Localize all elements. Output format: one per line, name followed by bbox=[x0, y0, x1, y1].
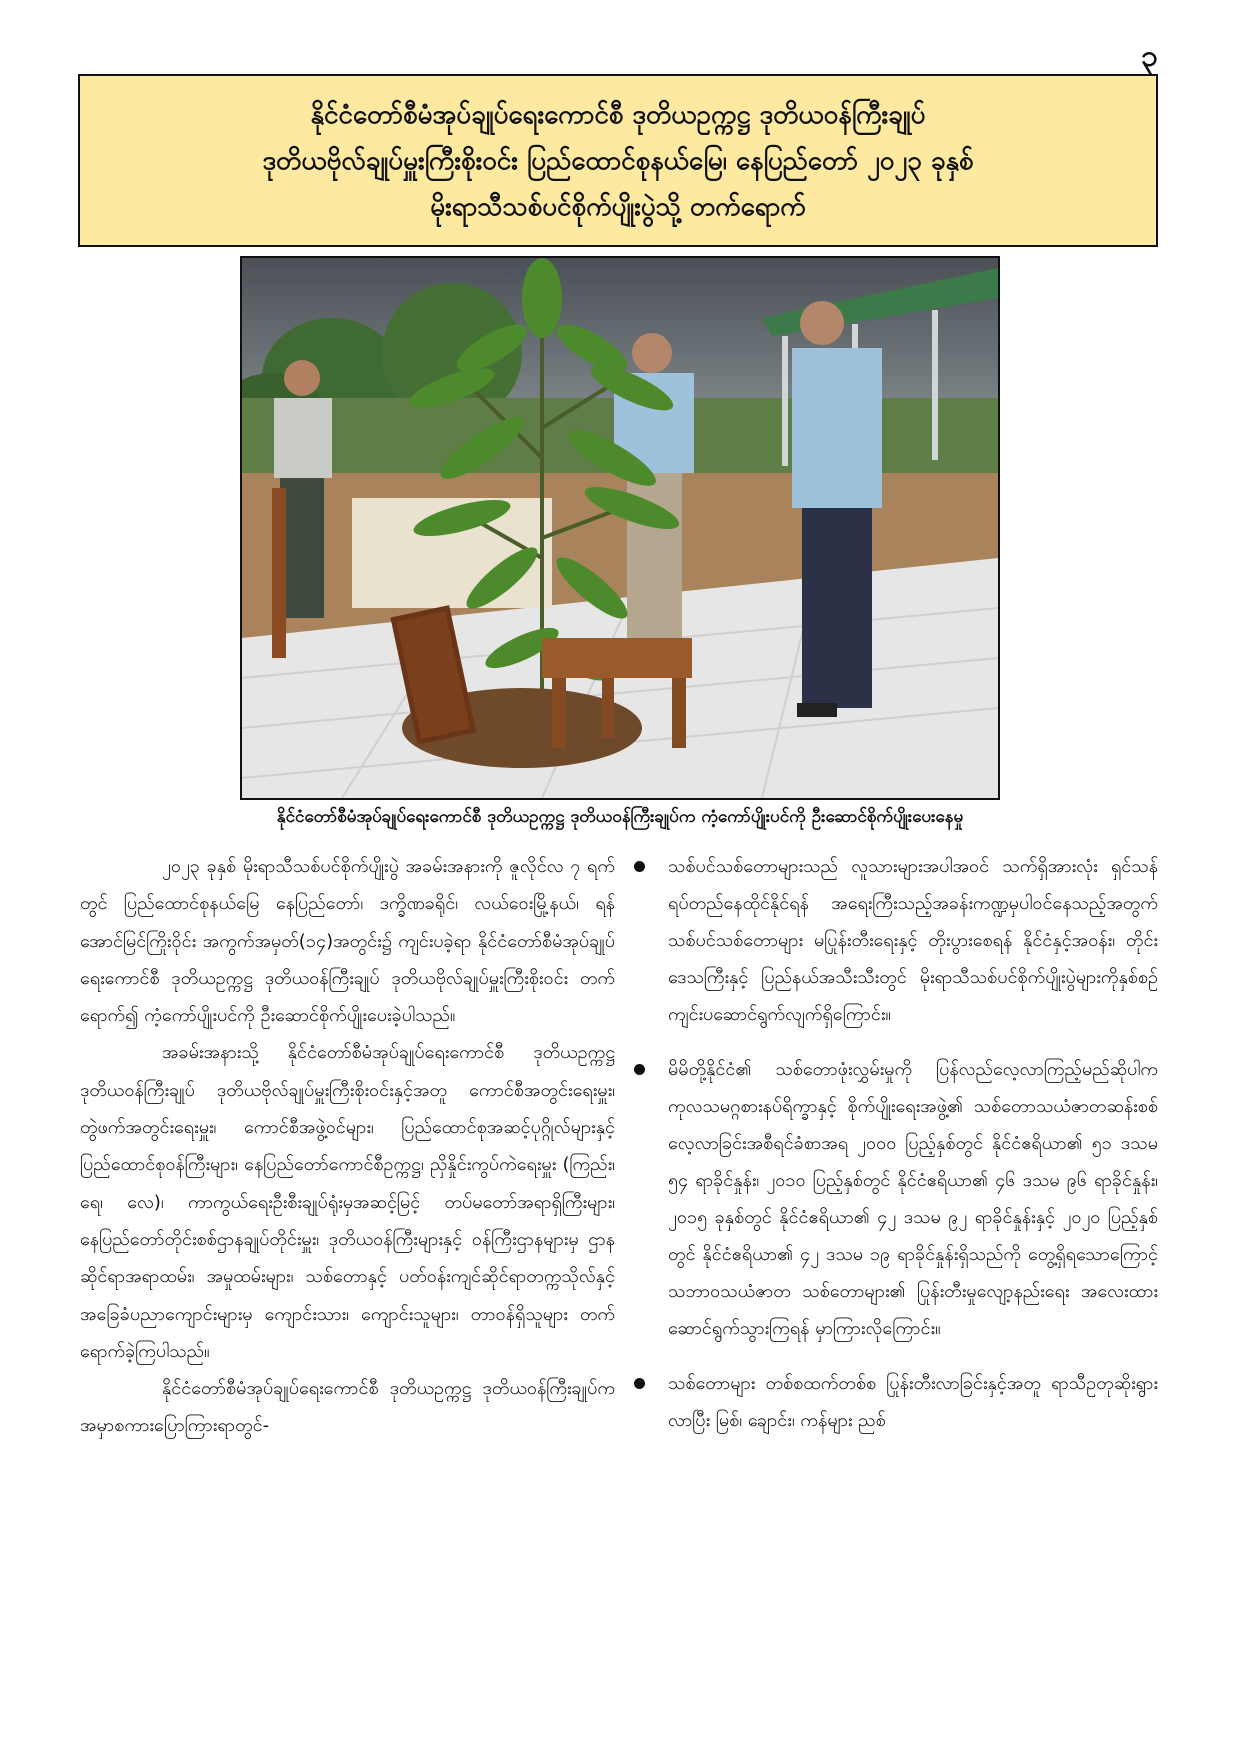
left-column bbox=[80, 848, 615, 1445]
bullet-item-3 bbox=[628, 1365, 1158, 1439]
bullet-text-3: သစ်တောများ တစ်စထက်တစ်စ ပြုန်းတီးလာခြင်းနှင့်အတူ ရာသီဥတုဆိုးရွားလာပြီး မြစ်၊ ချောင်း၊ ကန်များ ညစ် bbox=[668, 1373, 1158, 1431]
body-paragraph-3: နိုင်ငံတော်စီမံအုပ်ချုပ်ရေးကောင်စီ ဒုတိယဥက္ကဋ္ဌ ဒုတိယဝန်ကြီးချုပ်က အမှာစကားပြောကြားရာတွင်- bbox=[80, 1378, 615, 1437]
headline-line-1: နိုင်ငံတော်စီမံအုပ်ချုပ်ရေးကောင်စီ ဒုတိယဥက္ကဋ္ဌ ဒုတိယဝန်ကြီးချုပ် bbox=[310, 99, 926, 130]
right-column bbox=[628, 848, 1158, 1457]
bullet-item-2 bbox=[628, 1051, 1158, 1347]
bullet-icon bbox=[634, 861, 645, 872]
tree-planting-photo bbox=[240, 256, 1000, 800]
bullet-icon bbox=[634, 1064, 645, 1075]
page-number: ၃ bbox=[1141, 39, 1158, 74]
tree-planting-ceremony-photo-icon bbox=[242, 258, 998, 798]
bullet-icon bbox=[634, 1378, 645, 1389]
bullet-item-1 bbox=[628, 848, 1158, 1033]
photo-caption: နိုင်ငံတော်စီမံအုပ်ချုပ်ရေးကောင်စီ ဒုတိယဥက္ကဋ္ဌ ဒုတိယဝန်ကြီးချုပ်က ကံ့ကော်ပျိုးပင်ကို ဦးဆောင်စိုက်ပျိုးပေးနေမှု bbox=[276, 807, 964, 827]
bullet-text-1: သစ်ပင်သစ်တောများသည် လူသားများအပါအဝင် သက်ရှိအားလုံး ရှင်သန်ရပ်တည်နေထိုင်နိုင်ရန် အရေးကြီးသည့်အခန်းကဏ္ဍမှပါဝင်နေသည့်အတွက် သစ်ပင်သစ်တောများ မပြုန်းတီးရေးနှင့် တိုးပွားစေရန် နိုင်ငံနှင့်အဝန်း၊ တိုင်းဒေသကြီးနှင့် ပြည်နယ်အသီးသီးတွင် မိုးရာသီသစ်ပင်စိုက်ပျိုးပွဲများကိုနှစ်စဉ်ကျင်းပဆောင်ရွက်လျက်ရှိကြောင်း။ bbox=[668, 856, 1158, 1025]
headline-line-2: ဒုတိယဗိုလ်ချုပ်မှူးကြီးစိုးဝင်း ပြည်ထောင်စုနယ်မြေ၊ နေပြည်တော် ၂၀၂၃ ခုနှစ် bbox=[262, 145, 974, 176]
headline-box bbox=[78, 74, 1158, 247]
bullet-text-2: မိမိတို့နိုင်ငံ၏ သစ်တောဖုံးလွှမ်းမှုကို ပြန်လည်လေ့လာကြည့်မည်ဆိုပါက ကုလသမဂ္ဂစားနပ်ရိက္ခာနှင့် စိုက်ပျိုးရေးအဖွဲ့၏ သစ်တောသယံဇာတဆန်းစစ် လေ့လာခြင်းအစီရင်ခံစာအရ ၂၀၀၀ ပြည့်နှစ်တွင် နိုင်ငံဧရိယာ၏ ၅၁ ဒသမ ၅၄ ရာခိုင်နှုန်း၊ ၂၀၁၀ ပြည့်နှစ်တွင် နိုင်ငံဧရိယာ၏ ၄၆ ဒသမ ၉၆ ရာခိုင်နှုန်း၊ ၂၀၁၅ ခုနှစ်တွင် နိုင်ငံဧရိယာ၏ ၄၂ ဒသမ ၉၂ ရာခိုင်နှုန်းနှင့် ၂၀၂၀ ပြည့်နှစ် တွင် နိုင်ငံဧရိယာ၏ ၄၂ ဒသမ ၁၉ ရာခိုင်နှုန်းရှိသည်ကို တွေ့ရှိရသောကြောင့် သဘာဝသယံဇာတ သစ်တောများ၏ ပြုန်းတီးမှုလျော့နည်းရေး အလေးထားဆောင်ရွက်သွားကြရန် မှာကြားလိုကြောင်း။ bbox=[668, 1059, 1158, 1339]
body-paragraph-1: ၂၀၂၃ ခုနှစ် မိုးရာသီသစ်ပင်စိုက်ပျိုးပွဲ အခမ်းအနားကို ဇူလိုင်လ ၇ ရက်တွင် ပြည်ထောင်စုနယ်မြေ နေပြည်တော်၊ ဒက္ခိဏခရိုင်၊ လယ်ဝေးမြို့နယ်၊ ရန်အောင်မြင်ကြိုးဝိုင်း အကွက်အမှတ်(၁၄)အတွင်း၌ ကျင်းပခဲ့ရာ နိုင်ငံတော်စီမံအုပ်ချုပ်ရေးကောင်စီ ဒုတိယဥက္ကဋ္ဌ ဒုတိယဝန်ကြီးချုပ် ဒုတိယဗိုလ်ချုပ်မှူးကြီးစိုးဝင်း တက်ရောက်၍ ကံ့ကော်ပျိုးပင်ကို ဦးဆောင်စိုက်ပျိုးပေးခဲ့ပါသည်။ bbox=[80, 856, 615, 1027]
headline-line-3: မိုးရာသီသစ်ပင်စိုက်ပျိုးပွဲသို့ တက်ရောက် bbox=[430, 191, 806, 222]
body-paragraph-2: အခမ်းအနားသို့ နိုင်ငံတော်စီမံအုပ်ချုပ်ရေးကောင်စီ ဒုတိယဥက္ကဋ္ဌ ဒုတိယဝန်ကြီးချုပ် ဒုတိယဗိုလ်ချုပ်မှူးကြီးစိုးဝင်းနှင့်အတူ ကောင်စီအတွင်းရေးမှူး၊ တွဲဖက်အတွင်းရေးမှူး၊ ကောင်စီအဖွဲ့ဝင်များ၊ ပြည်ထောင်စုအဆင့်ပုဂ္ဂိုလ်များနှင့် ပြည်ထောင်စုဝန်ကြီးများ၊ နေပြည်တော်ကောင်စီဥက္ကဋ္ဌ၊ ညှိနှိုင်းကွပ်ကဲရေးမှူး (ကြည်း၊ ရေ၊ လေ)၊ ကာကွယ်ရေးဦးစီးချုပ်ရုံးမှအဆင့်မြင့် တပ်မတော်အရာရှိကြီးများ၊ နေပြည်တော်တိုင်းစစ်ဌာနချုပ်တိုင်းမှူး၊ ဒုတိယဝန်ကြီးများနှင့် ဝန်ကြီးဌာနများမှ ဌာနဆိုင်ရာအရာထမ်း၊ အမှုထမ်းများ၊ သစ်တောနှင့် ပတ်ဝန်းကျင်ဆိုင်ရာတက္ကသိုလ်နှင့် အခြေခံပညာကျောင်းများမှ ကျောင်းသား၊ ကျောင်းသူများ၊ တာဝန်ရှိသူများ တက်ရောက်ခဲ့ကြပါသည်။ bbox=[80, 1042, 615, 1362]
